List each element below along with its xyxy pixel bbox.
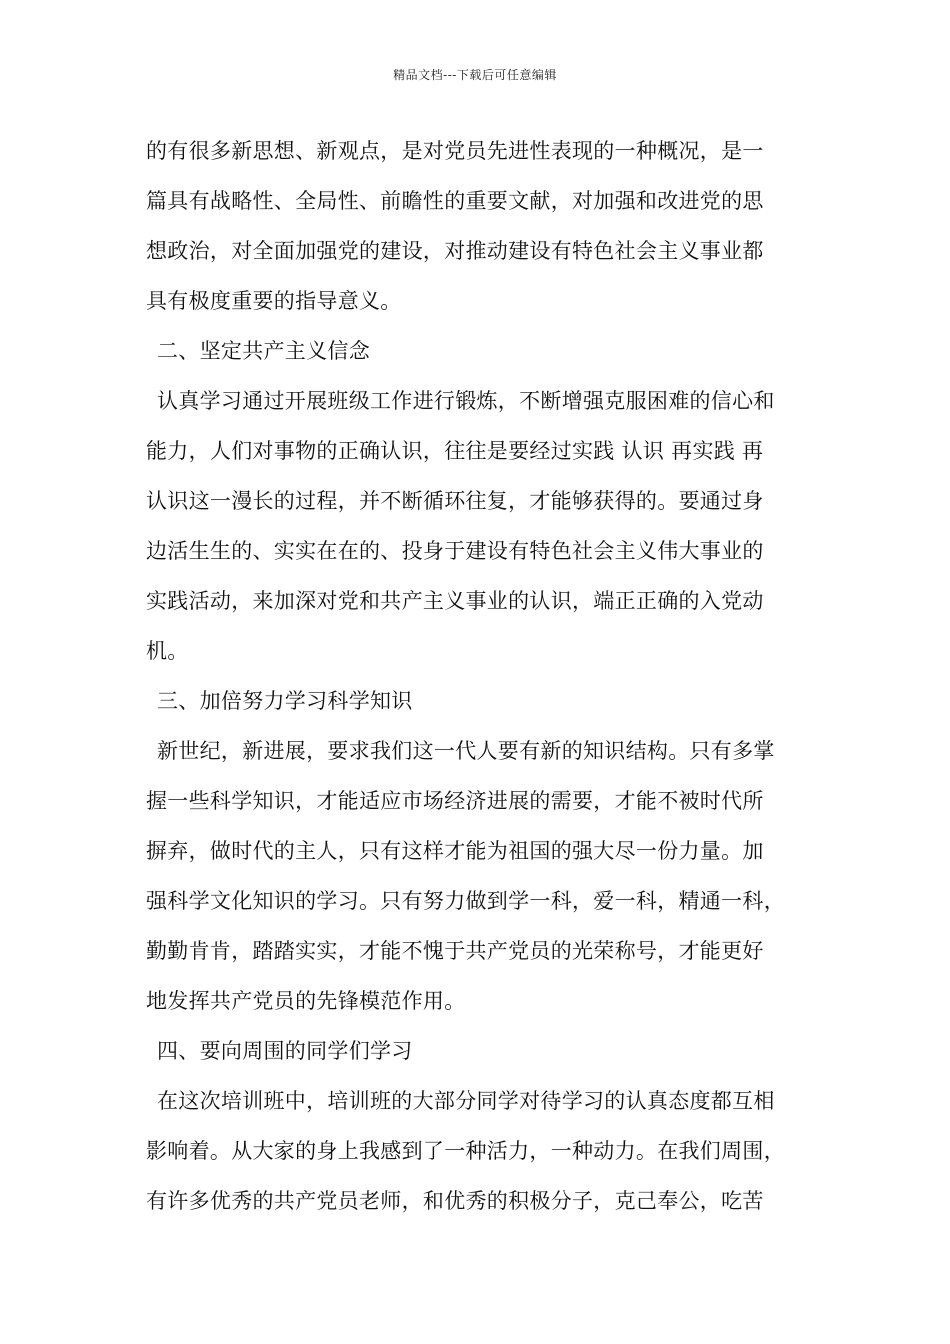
text-line: 握一些科学知识，才能适应市场经济进展的需要，才能不被时代所 — [146, 789, 764, 813]
text-line: 新世纪，新进展，要求我们这一代人要有新的知识结构。只有多掌 — [157, 739, 775, 763]
text-line: 地发挥共产党员的先锋模范作用。 — [146, 989, 466, 1013]
text-line: 勤勤肯肯，踏踏实实，才能不愧于共产党员的光荣称号，才能更好 — [146, 939, 764, 963]
text-line: 的有很多新思想、新观点，是对党员先进性表现的一种概况，是一 — [146, 139, 764, 163]
page-header: 精品文档---下载后可任意编辑 — [393, 68, 557, 82]
text-line: 四、要向周围的同学们学习 — [157, 1039, 413, 1063]
text-line: 在这次培训班中，培训班的大部分同学对待学习的认真态度都互相 — [157, 1089, 775, 1113]
document-body — [146, 126, 836, 1226]
text-line: 篇具有战略性、全局性、前瞻性的重要文献，对加强和改进党的思 — [146, 189, 764, 213]
text-line: 认真学习通过开展班级工作进行锻炼，不断增强克服困难的信心和 — [157, 389, 775, 413]
text-line: 具有极度重要的指导意义。 — [146, 289, 402, 313]
text-line: 三、加倍努力学习科学知识 — [157, 689, 413, 713]
text-line: 能力，人们对事物的正确认识，往往是要经过实践 认识 再实践 再 — [146, 439, 764, 463]
text-line: 影响着。从大家的身上我感到了一种活力，一种动力。在我们周围， — [146, 1139, 785, 1163]
text-line: 强科学文化知识的学习。只有努力做到学一科，爱一科，精通一科， — [146, 889, 785, 913]
text-line: 想政治，对全面加强党的建设，对推动建设有特色社会主义事业都 — [146, 239, 764, 263]
text-line: 实践活动，来加深对党和共产主义事业的认识，端正正确的入党动 — [146, 589, 764, 613]
text-line: 认识这一漫长的过程，并不断循环往复，才能够获得的。要通过身 — [146, 489, 764, 513]
text-line: 有许多优秀的共产党员老师，和优秀的积极分子，克己奉公，吃苦 — [146, 1189, 764, 1213]
text-line: 边活生生的、实实在在的、投身于建设有特色社会主义伟大事业的 — [146, 539, 764, 563]
text-line: 摒弃，做时代的主人，只有这样才能为祖国的强大尽一份力量。加 — [146, 839, 764, 863]
text-line: 机。 — [146, 639, 189, 663]
text-line: 二、坚定共产主义信念 — [157, 339, 370, 363]
